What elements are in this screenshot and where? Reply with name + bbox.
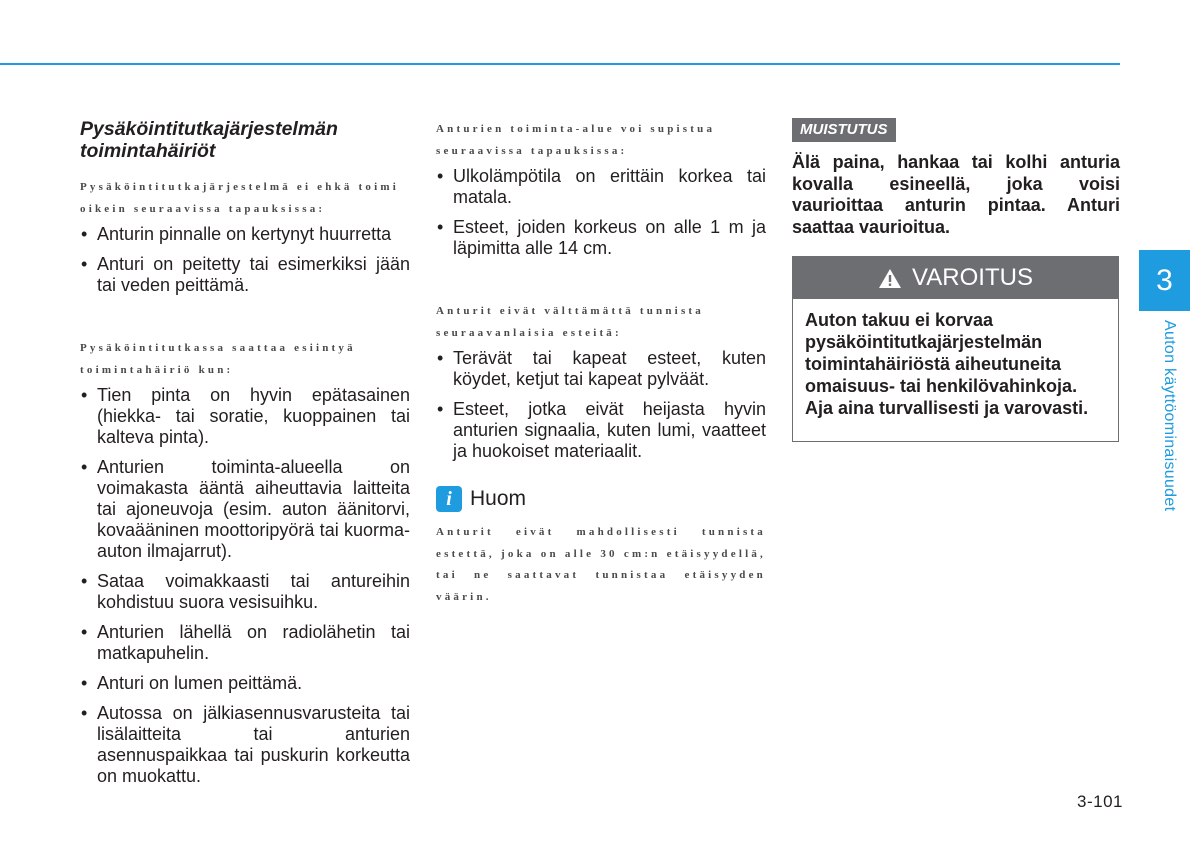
section-title: Pysäköintitutkajärjestelmän toimintahäiriöt	[80, 118, 338, 162]
bullet-list	[436, 348, 766, 462]
list-item: • Anturien toiminta-alueella on voimakasta ääntä aiheuttavia laitteita tai ajoneuvoja (esim. auton äänitorvi, kovaääninen moottoripyörä tai kuorma-auton ilmajarrut).	[80, 457, 410, 562]
intro-text: Pysäköintitutkassa saattaa esiintyä toimintahäiriö kun:	[80, 342, 356, 376]
list-item: • Ulkolämpötila on erittäin korkea tai matala.	[436, 166, 766, 208]
column-right	[792, 118, 1120, 442]
list-item: • Anturi on peitetty tai esimerkiksi jään tai veden peittämä.	[80, 254, 410, 296]
list-item: • Tien pinta on hyvin epätasainen (hiekka- tai soratie, kuoppainen tai kalteva pinta).	[80, 385, 410, 448]
list-item: • Sataa voimakkaasti tai antureihin kohdistuu suora vesisuihku.	[80, 571, 410, 613]
list-item: • Anturien lähellä on radiolähetin tai matkapuhelin.	[80, 622, 410, 664]
page-number: 3-101	[1077, 792, 1123, 811]
column-middle	[436, 118, 766, 608]
warning-text: Auton takuu ei korvaa pysäköintitutkajärjestelmän toimintahäiriöstä aiheutuneita omaisuus- tai henkilövahinkoja. Aja aina turvallisesti ja varovasti.	[805, 310, 1089, 418]
warning-triangle-icon	[878, 268, 902, 289]
bullet-list	[80, 385, 410, 787]
list-item: • Terävät tai kapeat esteet, kuten köydet, ketjut tai kapeat pylväät.	[436, 348, 766, 390]
column-left	[80, 118, 410, 796]
list-item: • Esteet, jotka eivät heijasta hyvin anturien signaalia, kuten lumi, vaatteet ja huokoiset materiaalit.	[436, 399, 766, 462]
list-item: • Anturi on lumen peittämä.	[80, 673, 410, 694]
bullet-list	[80, 224, 410, 296]
caution-text: Älä paina, hankaa tai kolhi anturia kovalla esineellä, joka voisi vaurioittaa anturin pintaa. Anturi saattaa vaurioitua.	[792, 152, 1120, 237]
intro-text: Anturien toiminta-alue voi supistua seuraavissa tapauksissa:	[436, 123, 716, 157]
intro-text: Pysäköintitutkajärjestelmä ei ehkä toimi oikein seuraavissa tapauksissa:	[80, 181, 399, 215]
note-text: Anturit eivät mahdollisesti tunnista estettä, joka on alle 30 cm:n etäisyydellä, tai ne saattavat tunnistaa etäisyyden väärin.	[436, 526, 766, 603]
chapter-number-tab: 3	[1139, 250, 1190, 311]
chapter-title: Auton käyttöominaisuudet	[1161, 320, 1178, 512]
note-header	[436, 486, 766, 512]
list-item: • Esteet, joiden korkeus on alle 1 m ja läpimitta alle 14 cm.	[436, 217, 766, 259]
intro-text: Anturit eivät välttämättä tunnista seuraavanlaisia esteitä:	[436, 305, 704, 339]
warning-title: VAROITUS	[912, 264, 1033, 291]
note-title: Huom	[470, 487, 527, 510]
header-rule	[0, 63, 1120, 65]
list-item: • Autossa on jälkiasennusvarusteita tai lisälaitteita tai anturien asennuspaikkaa tai puskurin korkeutta on muokattu.	[80, 703, 410, 787]
info-icon: i	[436, 486, 462, 512]
list-item: • Anturin pinnalle on kertynyt huurretta	[80, 224, 410, 245]
warning-box	[792, 256, 1119, 442]
caution-label: MUISTUTUS	[792, 118, 896, 142]
bullet-list	[436, 166, 766, 259]
warning-header	[793, 257, 1118, 299]
